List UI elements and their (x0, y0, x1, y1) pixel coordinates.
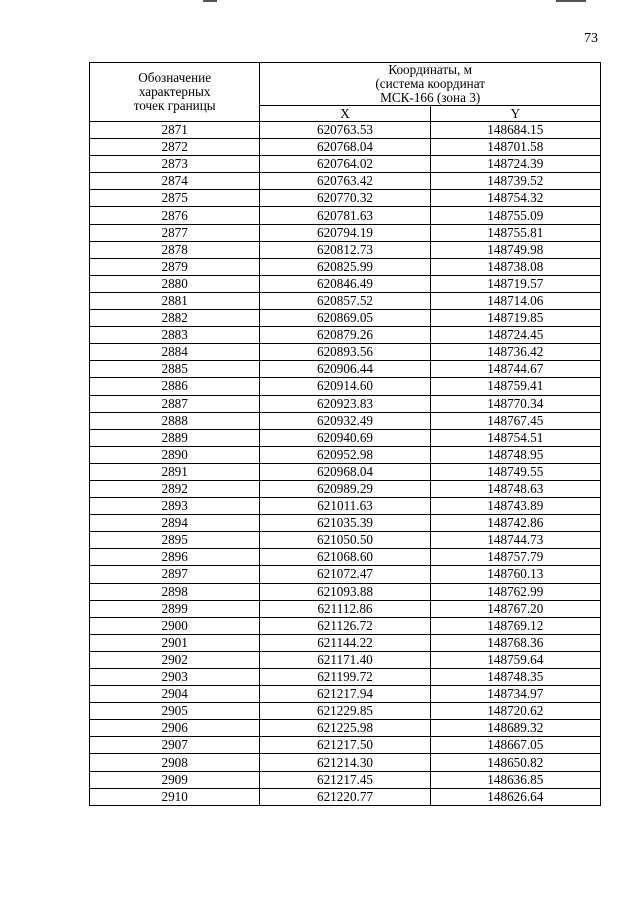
x-cell: 620770.32 (260, 190, 430, 207)
point-id-cell: 2886 (90, 378, 260, 395)
point-id-cell: 2884 (90, 344, 260, 361)
table-row (90, 258, 601, 275)
y-cell: 148684.15 (430, 122, 600, 139)
y-cell: 148739.52 (430, 173, 600, 190)
point-id-cell: 2888 (90, 412, 260, 429)
y-cell: 148744.73 (430, 532, 600, 549)
header-coordinates-line: (система координат (375, 76, 485, 91)
x-cell: 620825.99 (260, 258, 430, 275)
y-cell: 148701.58 (430, 139, 600, 156)
point-id-cell: 2899 (90, 600, 260, 617)
table-row (90, 361, 601, 378)
point-id-cell: 2907 (90, 737, 260, 754)
point-id-cell: 2895 (90, 532, 260, 549)
x-cell: 620932.49 (260, 412, 430, 429)
x-cell: 621068.60 (260, 549, 430, 566)
x-cell: 620768.04 (260, 139, 430, 156)
point-id-cell: 2874 (90, 173, 260, 190)
point-id-cell: 2902 (90, 651, 260, 668)
x-cell: 621199.72 (260, 669, 430, 686)
x-cell: 620952.98 (260, 446, 430, 463)
y-cell: 148759.41 (430, 378, 600, 395)
header-designation (90, 63, 260, 122)
table-row (90, 566, 601, 583)
x-cell: 620846.49 (260, 275, 430, 292)
y-cell: 148626.64 (430, 788, 600, 805)
header-x: X (260, 106, 430, 122)
point-id-cell: 2893 (90, 498, 260, 515)
point-id-cell: 2882 (90, 310, 260, 327)
x-cell: 621225.98 (260, 720, 430, 737)
x-cell: 621050.50 (260, 532, 430, 549)
x-cell: 620763.53 (260, 122, 430, 139)
scan-mark-right (556, 0, 586, 2)
point-id-cell: 2877 (90, 224, 260, 241)
table-row (90, 190, 601, 207)
point-id-cell: 2909 (90, 771, 260, 788)
x-cell: 620923.83 (260, 395, 430, 412)
x-cell: 621093.88 (260, 583, 430, 600)
y-cell: 148767.20 (430, 600, 600, 617)
point-id-cell: 2896 (90, 549, 260, 566)
point-id-cell: 2876 (90, 207, 260, 224)
point-id-cell: 2890 (90, 446, 260, 463)
x-cell: 620869.05 (260, 310, 430, 327)
header-coordinates (260, 63, 601, 106)
y-cell: 148724.39 (430, 156, 600, 173)
y-cell: 148743.89 (430, 498, 600, 515)
point-id-cell: 2903 (90, 669, 260, 686)
table-row (90, 737, 601, 754)
y-cell: 148738.08 (430, 258, 600, 275)
point-id-cell: 2901 (90, 634, 260, 651)
table-row (90, 275, 601, 292)
table-row (90, 241, 601, 258)
x-cell: 621035.39 (260, 515, 430, 532)
table-row (90, 122, 601, 139)
point-id-cell: 2910 (90, 788, 260, 805)
point-id-cell: 2872 (90, 139, 260, 156)
point-id-cell: 2889 (90, 429, 260, 446)
y-cell: 148749.55 (430, 463, 600, 480)
point-id-cell: 2871 (90, 122, 260, 139)
table-row (90, 669, 601, 686)
table-row (90, 754, 601, 771)
table-row (90, 600, 601, 617)
coordinates-table (89, 62, 601, 806)
y-cell: 148719.85 (430, 310, 600, 327)
y-cell: 148748.35 (430, 669, 600, 686)
x-cell: 620879.26 (260, 327, 430, 344)
table-row (90, 617, 601, 634)
y-cell: 148760.13 (430, 566, 600, 583)
point-id-cell: 2898 (90, 583, 260, 600)
y-cell: 148736.42 (430, 344, 600, 361)
table-row (90, 498, 601, 515)
x-cell: 621072.47 (260, 566, 430, 583)
point-id-cell: 2873 (90, 156, 260, 173)
point-id-cell: 2906 (90, 720, 260, 737)
y-cell: 148742.86 (430, 515, 600, 532)
table-row (90, 412, 601, 429)
table-row (90, 634, 601, 651)
header-designation-line: Обозначение (138, 70, 212, 85)
x-cell: 620763.42 (260, 173, 430, 190)
point-id-cell: 2894 (90, 515, 260, 532)
table-row (90, 583, 601, 600)
y-cell: 148768.36 (430, 634, 600, 651)
header-designation-line: характерных (138, 84, 211, 99)
x-cell: 620914.60 (260, 378, 430, 395)
table-row (90, 771, 601, 788)
y-cell: 148759.64 (430, 651, 600, 668)
table-row (90, 532, 601, 549)
table-row (90, 788, 601, 805)
y-cell: 148636.85 (430, 771, 600, 788)
table-row (90, 720, 601, 737)
table-row (90, 207, 601, 224)
x-cell: 621217.45 (260, 771, 430, 788)
y-cell: 148650.82 (430, 754, 600, 771)
y-cell: 148748.63 (430, 480, 600, 497)
x-cell: 621217.50 (260, 737, 430, 754)
table-row (90, 703, 601, 720)
table-row (90, 139, 601, 156)
table-row (90, 446, 601, 463)
x-cell: 620968.04 (260, 463, 430, 480)
x-cell: 621229.85 (260, 703, 430, 720)
x-cell: 621171.40 (260, 651, 430, 668)
y-cell: 148754.32 (430, 190, 600, 207)
scan-mark-left (203, 0, 217, 2)
y-cell: 148767.45 (430, 412, 600, 429)
y-cell: 148744.67 (430, 361, 600, 378)
y-cell: 148749.98 (430, 241, 600, 258)
x-cell: 621126.72 (260, 617, 430, 634)
table-row (90, 327, 601, 344)
x-cell: 621214.30 (260, 754, 430, 771)
point-id-cell: 2905 (90, 703, 260, 720)
x-cell: 620794.19 (260, 224, 430, 241)
table-row (90, 686, 601, 703)
point-id-cell: 2897 (90, 566, 260, 583)
point-id-cell: 2879 (90, 258, 260, 275)
point-id-cell: 2875 (90, 190, 260, 207)
table-row (90, 515, 601, 532)
y-cell: 148755.09 (430, 207, 600, 224)
y-cell: 148734.97 (430, 686, 600, 703)
point-id-cell: 2880 (90, 275, 260, 292)
point-id-cell: 2900 (90, 617, 260, 634)
x-cell: 621144.22 (260, 634, 430, 651)
table-row (90, 480, 601, 497)
y-cell: 148757.79 (430, 549, 600, 566)
point-id-cell: 2885 (90, 361, 260, 378)
page-number: 73 (584, 31, 598, 46)
header-designation-line: точек границы (133, 98, 216, 113)
header-y: Y (430, 106, 600, 122)
point-id-cell: 2904 (90, 686, 260, 703)
point-id-cell: 2908 (90, 754, 260, 771)
x-cell: 620857.52 (260, 292, 430, 309)
x-cell: 620940.69 (260, 429, 430, 446)
x-cell: 620989.29 (260, 480, 430, 497)
header-coordinates-line: Координаты, м (388, 62, 472, 77)
x-cell: 620764.02 (260, 156, 430, 173)
table-row (90, 156, 601, 173)
x-cell: 621217.94 (260, 686, 430, 703)
y-cell: 148755.81 (430, 224, 600, 241)
table-row (90, 429, 601, 446)
table-row (90, 292, 601, 309)
x-cell: 620812.73 (260, 241, 430, 258)
y-cell: 148719.57 (430, 275, 600, 292)
y-cell: 148762.99 (430, 583, 600, 600)
table-row (90, 173, 601, 190)
y-cell: 148748.95 (430, 446, 600, 463)
y-cell: 148724.45 (430, 327, 600, 344)
point-id-cell: 2891 (90, 463, 260, 480)
y-cell: 148754.51 (430, 429, 600, 446)
point-id-cell: 2887 (90, 395, 260, 412)
table-row (90, 395, 601, 412)
header-coordinates-line: МСК-166 (зона 3) (380, 90, 481, 105)
x-cell: 620906.44 (260, 361, 430, 378)
table-row (90, 378, 601, 395)
y-cell: 148769.12 (430, 617, 600, 634)
x-cell: 621220.77 (260, 788, 430, 805)
table-row (90, 651, 601, 668)
x-cell: 620781.63 (260, 207, 430, 224)
y-cell: 148667.05 (430, 737, 600, 754)
point-id-cell: 2878 (90, 241, 260, 258)
x-cell: 621011.63 (260, 498, 430, 515)
point-id-cell: 2883 (90, 327, 260, 344)
x-cell: 621112.86 (260, 600, 430, 617)
table-row (90, 224, 601, 241)
y-cell: 148720.62 (430, 703, 600, 720)
y-cell: 148689.32 (430, 720, 600, 737)
table-row (90, 344, 601, 361)
y-cell: 148770.34 (430, 395, 600, 412)
point-id-cell: 2892 (90, 480, 260, 497)
table-row (90, 310, 601, 327)
table-row (90, 463, 601, 480)
table-row (90, 549, 601, 566)
y-cell: 148714.06 (430, 292, 600, 309)
point-id-cell: 2881 (90, 292, 260, 309)
x-cell: 620893.56 (260, 344, 430, 361)
